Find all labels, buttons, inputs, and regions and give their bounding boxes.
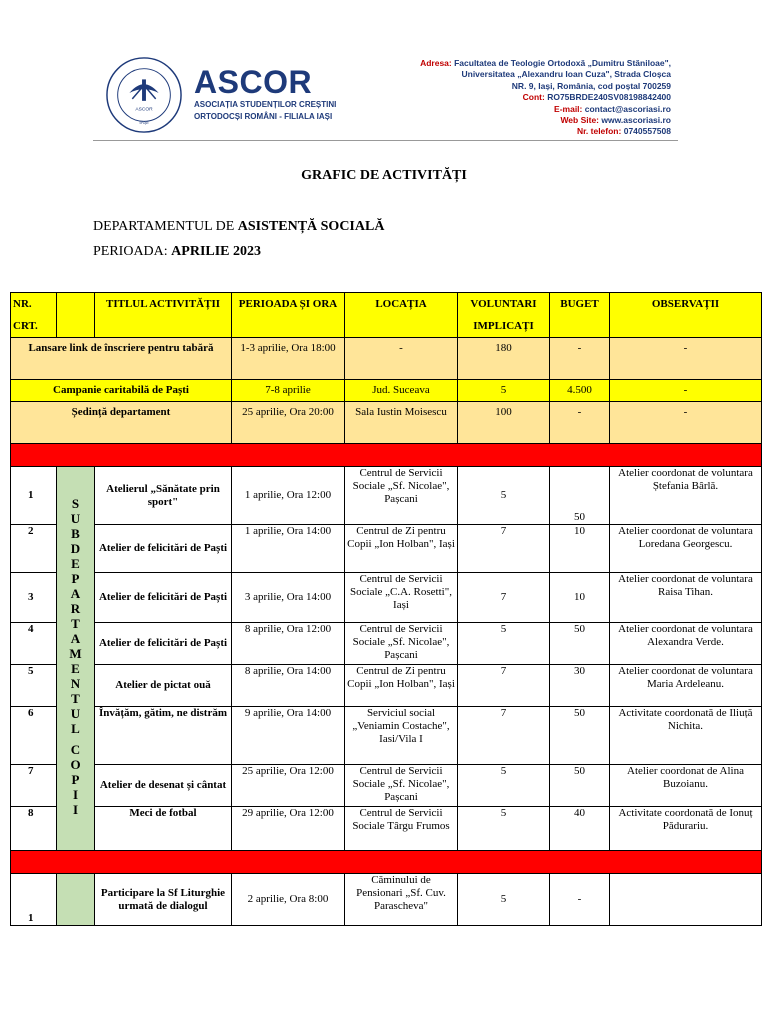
section-separator bbox=[11, 851, 762, 874]
table-header-row bbox=[11, 293, 762, 338]
table-row: 1 Participare la Sf Liturghie urmată de dialogul 2 aprilie, Ora 8:00 Căminului de Pensionari „Sf. Cuv. Parascheva" 5 - bbox=[11, 874, 762, 926]
header-title: TITLUL ACTIVITĂȚII bbox=[95, 293, 232, 338]
table-row: 3 Atelier de felicitări de Paști 3 aprilie, Ora 14:00 Centrul de Servicii Sociale „C.A. Rosetti", Iași 7 10 Atelier coordonat de voluntara Raisa Tihan. bbox=[11, 573, 762, 623]
phone-number: 0740557508 bbox=[623, 126, 671, 137]
document-title: GRAFIC DE ACTIVITĂȚI bbox=[301, 168, 467, 183]
svg-text:IAȘI: IAȘI bbox=[139, 121, 149, 127]
contact-address-block: Adresa: Facultatea de Teologie Ortodoxă „Dumitru Stăniloae", Universitatea „Alexandru Ioan Cuza", Strada Cloșca NR. 9, Iași, România, cod poștal 700259 Cont: RO75BRDE240SV08198842400 E-mail: contact@ascoriasi.ro Web Site: www.ascoriasi.ro Nr. telefon: 0740557508 bbox=[420, 58, 671, 137]
table-row: 2 Atelier de felicitări de Paști 1 aprilie, Ora 14:00 Centrul de Zi pentru Copii „Ion Holban", Iași 7 10 Atelier coordonat de voluntara Loredana Georgescu. bbox=[11, 525, 762, 573]
header-notes: OBSERVAȚII bbox=[610, 293, 762, 338]
header-divider bbox=[93, 140, 678, 141]
ascor-seal-logo bbox=[105, 56, 183, 134]
header-period: PERIOADA ȘI ORA bbox=[232, 293, 345, 338]
subdepartment-label: SUBDEPARTAMENTUL COPII bbox=[57, 467, 95, 851]
website-link[interactable]: www.ascoriasi.ro bbox=[601, 115, 671, 126]
table-row: 6 Învățăm, gătim, ne distrăm 9 aprilie, Ora 14:00 Serviciul social „Veniamin Costache", Iasi/Vila I 7 50 Activitate coordonată de Iliuță Nichita. bbox=[11, 707, 762, 765]
table-row: 5 Atelier de pictat ouă 8 aprilie, Ora 14:00 Centrul de Zi pentru Copii „Ion Holban", Iași 7 30 Atelier coordonat de voluntara Maria Ardeleanu. bbox=[11, 665, 762, 707]
email-link[interactable]: contact@ascoriasi.ro bbox=[584, 103, 671, 114]
logo-subtitle-1: ASOCIAȚIA STUDENȚILOR CREȘTINI bbox=[194, 100, 337, 109]
logo-subtitle-2: ORTODOCȘI ROMÂNI - FILIALA IAȘI bbox=[194, 112, 333, 121]
table-row: 1 SUBDEPARTAMENTUL COPII Atelierul „Sănătate prin sport" 1 aprilie, Ora 12:00 Centrul de Servicii Sociale „Sf. Nicolae", Pașcani 5 50 Atelier coordonat de voluntara Ștefania Bârlă. bbox=[11, 467, 762, 525]
header-nr: NR. CRT. bbox=[11, 293, 57, 338]
ascor-logo-text bbox=[194, 66, 336, 122]
activities-table bbox=[10, 292, 762, 926]
table-row: 8 Meci de fotbal 29 aprilie, Ora 12:00 Centrul de Servicii Sociale Târgu Frumos 5 40 Activitate coordonată de Ionuț Pădurariu. bbox=[11, 807, 762, 851]
header-blank bbox=[57, 293, 95, 338]
svg-text:ASCOR: ASCOR bbox=[135, 107, 153, 113]
table-row: 7 Atelier de desenat și cântat 25 aprilie, Ora 12:00 Centrul de Servicii Sociale „Sf. Nicolae", Pașcani 5 50 Atelier coordonat de Alina Buzoianu. bbox=[11, 765, 762, 807]
header-budget: BUGET bbox=[550, 293, 610, 338]
header-location: LOCAȚIA bbox=[345, 293, 458, 338]
period-line: PERIOADA: APRILIE 2023 bbox=[93, 244, 262, 259]
table-row: Campanie caritabilă de Paști 7-8 aprilie Jud. Suceava 5 4.500 - bbox=[11, 380, 762, 402]
header-volunteers: VOLUNTARI IMPLICAȚI bbox=[458, 293, 550, 338]
table-row: Lansare link de înscriere pentru tabără 1-3 aprilie, Ora 18:00 - 180 - - bbox=[11, 338, 762, 380]
table-row: Ședință departament 25 aprilie, Ora 20:00 Sala Iustin Moisescu 100 - - bbox=[11, 402, 762, 444]
section-separator bbox=[11, 444, 762, 467]
table-row: 4 Atelier de felicitări de Paști 8 aprilie, Ora 12:00 Centrul de Servicii Sociale „Sf. Nicolae", Pașcani 5 50 Atelier coordonat de voluntara Alexandra Verde. bbox=[11, 623, 762, 665]
logo-name: ASCOR bbox=[194, 64, 313, 100]
department-line: DEPARTAMENTUL DE ASISTENȚĂ SOCIALĂ bbox=[93, 219, 385, 234]
